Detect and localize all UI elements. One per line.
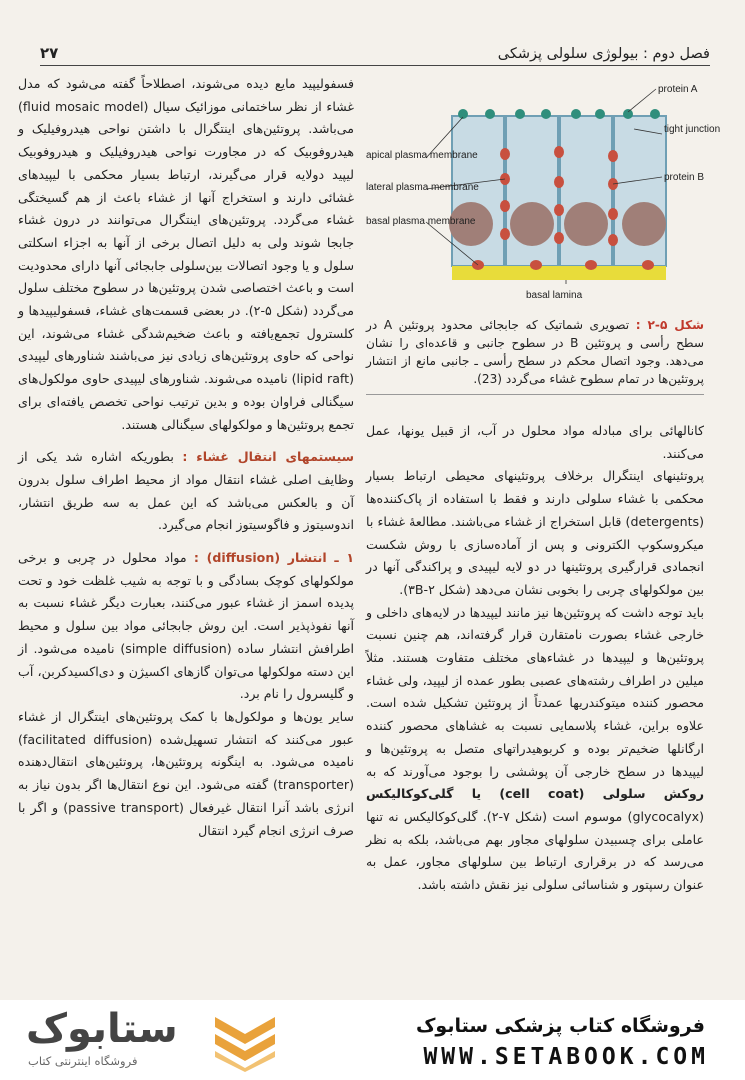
section-text-diffusion: مواد محلول در چربی و برخی مولکولهای کوچک بسادگی و با توجه به شیب غلظت خود و تحت پدیده اسمز از غشاء عبور می‌کنند، بعبارت دیگر غشاء نسبت به آنها نفوذپذیر است. این روش جابجائی مواد بین سلول و محیط اطرافش انتشار ساده (simple diffusion) نامیده می‌شود. از این دسته مولکولها می‌توان گازهای اکسیژن و دی‌اکسیدکربن، آب و گلیسرول را نام برد. [18,550,354,702]
page-number: ۲۷ [40,44,59,62]
figure-caption [366,316,704,395]
right-column [366,420,704,897]
membrane-diagram [366,74,721,312]
left-column [18,73,354,842]
logo-text: ستابوک [26,1006,178,1052]
membrane-figure [366,74,721,312]
left-section-diffusion [18,547,354,706]
label-basal-lamina: basal lamina [526,290,583,301]
store-logo[interactable] [18,1006,288,1076]
section-text-transport: بطوریکه اشاره شد یکی از وظایف اصلی غشاء انتقال مواد از محیط اطراف سلول بدرون آن و بالعکس می‌باشد که این عمل به سه طریق انتشار، اندوسیتوز و فاگوسیتوز انجام می‌گیرد. [18,449,354,533]
right-paragraph-3 [366,602,704,897]
right-paragraph-3-text: باید توجه داشت که پروتئین‌ها نیز مانند لیپیدها در لایه‌های داخلی و خارجی غشاء بصورت نامتقارن قرار گرفته‌اند، هم چنین نسبت پروتئین‌ها و لیپیدها در غشاءهای مختلف متفاوت هستند. مثلاً میلین در اطراف رشته‌های عصبی بطور عمده از لیپید، ولی غشاء محصور کننده میتوکندریها عمدتاً از پروتئین تشکیل شده است. علاوه براین، غشاء پلاسمایی نسبت به غشاهای محصور کننده ارگانلها ضخیم‌تر بوده و کربوهیدراتهای متصل به پروتئین‌ها و لیپیدها در سطح خارجی آن پوششی را بوجود می‌آورند که به [366,604,704,779]
logo-chevrons-icon [210,1012,280,1072]
page-header [40,34,710,66]
right-paragraph-3-tail: (glycocalyx) موسوم است (شکل ۷-۲). گلی‌کوکالیکس نه تنها عاملی برای چسبیدن سلولهای مجاور بهم می‌باشد، بلکه به نظر می‌رسد که در برقراری ارتباط بین سلولهای مجاور، عمل به عنوان رسپتور و شناسائی سلولی نیز نقش داشته باشد. [366,808,704,893]
basal-lamina [452,266,666,280]
glycocalyx-term: روکش سلولی (cell coat) یا گلی‌کوکالیکس [366,786,704,802]
label-apical-membrane: apical plasma membrane [366,150,478,161]
caption-label: شکل ۵-۲ : [635,318,704,332]
left-section-transport [18,446,354,537]
caption-text: تصویری شماتیک که جابجائی محدود پروتئین A در سطح رأسی و پروتئین B در سطوح جانبی و قاعده‌ای را نشان می‌دهد. وجود اتصال محکم در سطح رأسی ـ جانبی مانع از انتشار پروتئین‌ها در تمام سطوح غشاء می‌گردد (23). [366,318,704,386]
right-paragraph-1: کانالهائی برای مبادله مواد محلول در آب، از قبیل یونها، عمل می‌کنند. [366,423,704,461]
chapter-title: فصل دوم : بیولوژی سلولی پزشکی [497,46,710,62]
label-basal-membrane: basal plasma membrane [366,216,476,227]
store-banner [0,1000,745,1080]
label-protein-a: protein A [658,84,698,95]
store-name: فروشگاه کتاب پزشکی ستابوک [415,1015,705,1037]
logo-subtitle: فروشگاه اینترنتی کتاب [28,1054,138,1068]
label-protein-b: protein B [664,172,705,183]
left-paragraph-1: فسفولیپید مایع دیده می‌شوند، اصطلاحاً گفته می‌شود که مدل غشاء از نظر ساختمانی موزائیک سیال (fluid mosaic model) می‌باشد. پروتئین‌های اینتگرال با داشتن نواحی هیدروفیلیک و هیدروفوبیک که در مجاورت نواحی هیدروفیلیک و هیدروفوبیک لیپید دولایه قرار می‌گیرند، ارتباط بسیار محکمی با لیپیدهای غشائی دارند و استخراج آنها از غشاء باعث از هم گسیختگی غشاء می‌گردد. پروتئین‌های اینتگرال می‌توانند در درون غشاء جابجا شوند ولی به دلیل اتصال برخی از آنها به اجزاء اسکلتی سلول و یا وجود اتصالات بین‌سلولی جابجائی آنها دارای محدودیت است و باعث اختصاصی شدن پروتئین‌ها در سطوح مختلف سلول می‌گردد (شکل ۵-۲). در بعضی قسمت‌های غشاء، فسفولیپیدها و کلسترول تجمع‌یافته و باعث ضخیم‌شدگی غشاء می‌شوند، این نواحی که حاوی پروتئین‌های زیادی نیز می‌باشند شناورهای لیپیدی (lipid raft) نامیده می‌شوند. شناورهای لیپیدی حاوی مولکول‌های سیگنالی فراوان بوده و بدین ترتیب نواحی تخصص یافته‌ای برای تجمع پروتئین‌ها و مولکولهای سیگنالی هستند. [18,76,354,432]
store-url[interactable]: WWW.SETABOOK.COM [423,1044,709,1070]
label-lateral-membrane: lateral plasma membrane [366,182,479,193]
left-paragraph-4: سایر یون‌ها و مولکول‌ها با کمک پروتئین‌های اینتگرال از غشاء عبور می‌کنند که انتشار تسهیل‌شده (facilitated diffusion) نامیده می‌شود. به اینگونه پروتئین‌ها، پروتئین‌های انتقال‌دهنده (transporter) گفته می‌شود. این نوع انتقال‌ها اگر بدون نیاز به انرژی باشد آنرا انتقال غیرفعال (passive transport) و اگر با صرف انرژی انجام گیرد انتقال [18,708,355,838]
right-paragraph-2: پروتئینهای اینتگرال برخلاف پروتئینهای محیطی ارتباط بسیار محکمی با غشاء سلولی دارند و فقط با استفاده از پاک‌کننده‌ها (detergents) قابل استخراج از غشاء می‌باشند. مطالعهٔ غشاء با میکروسکوپ الکترونی و پس از آماده‌سازی با روش شکست انجمادی قرارگیری پروتئینها در دو لایه لیپیدی و پراکندگی آنها در بین مولکولهای چربی را بخوبی نشان می‌دهد (شکل ۳B-۲). [366,468,704,597]
section-heading-diffusion: ۱ ـ انتشار (diffusion) : [193,550,354,566]
section-heading-transport: سیستمهای انتقال غشاء : [182,449,354,465]
label-tight-junction: tight junction [664,124,721,135]
